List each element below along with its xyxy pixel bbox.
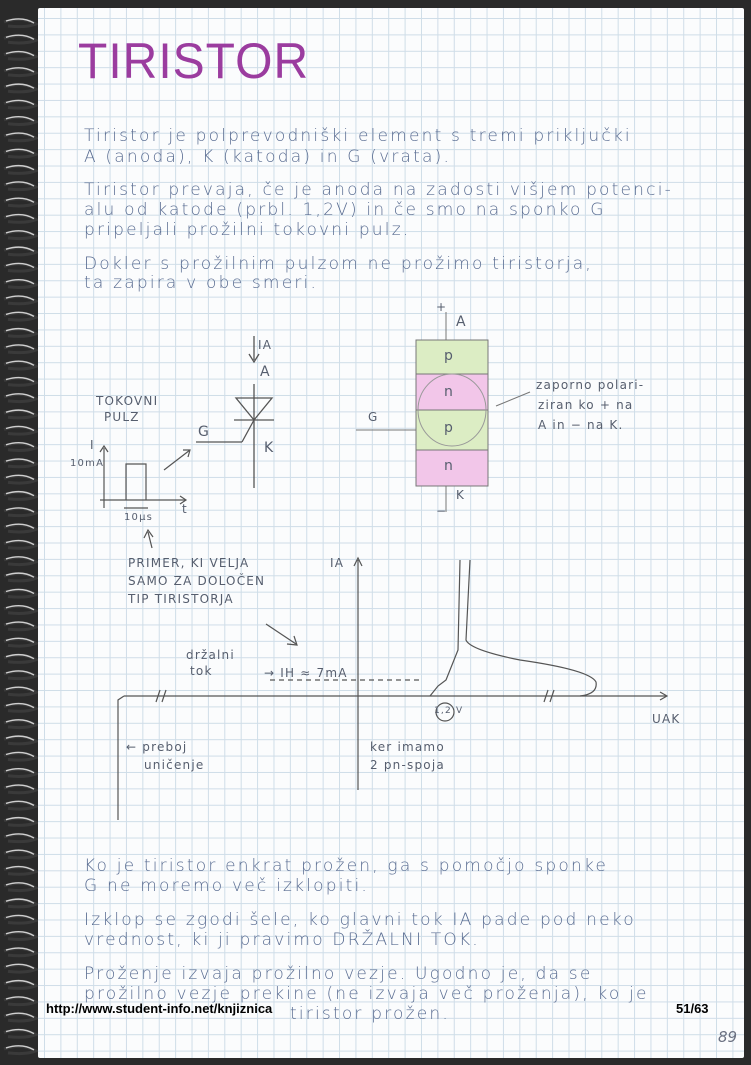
junction-note-1: ker imamo <box>370 740 445 754</box>
anode-label: A <box>260 364 271 380</box>
pulse-graph <box>100 446 190 548</box>
layer-p1: p <box>444 348 455 364</box>
cathode-label: K <box>264 440 275 456</box>
pulse-label-2: PULZ <box>104 410 140 424</box>
text-line: A (anoda), K (katoda) in G (vrata). <box>84 147 452 167</box>
page-title: TIRISTOR <box>78 33 310 90</box>
notebook-page-number: 89 <box>718 1028 738 1046</box>
footer-page-number: 51/63 <box>676 1001 709 1016</box>
layer-stack <box>356 312 530 512</box>
text-line: Tiristor je polprevodniški element s tremi priključki <box>84 126 632 146</box>
text-line: Dokler s prožilnim pulzom ne prožimo tiristorja, <box>84 254 594 274</box>
layer-gate-label: G <box>368 410 379 424</box>
minus-label: − <box>436 504 448 518</box>
footer-url-link[interactable]: http://www.student-info.net/knjiznica <box>46 1001 273 1016</box>
pulse-i-axis: I <box>90 438 95 452</box>
blocking-note-1: zaporno polari- <box>536 378 645 392</box>
layer-cathode-label: K <box>456 488 466 502</box>
text-line: G ne moremo več izklopiti. <box>84 876 370 896</box>
blocking-note-2: ziran ko + na <box>538 398 634 412</box>
example-note-1: PRIMER, KI VELJA <box>128 556 250 570</box>
threshold-voltage: 1,2 V <box>434 706 464 716</box>
pulse-label-1: TOKOVNI <box>96 394 159 408</box>
ia-symbol-label: IA <box>258 338 273 352</box>
breakdown-note-2: uničenje <box>144 758 205 772</box>
text-line: prožilno vezje prekine (ne izvaja več proženja), ko je <box>84 984 649 1004</box>
text-line: tiristor prožen. <box>290 1004 450 1024</box>
plus-label: + <box>436 300 448 314</box>
text-line: Ko je tiristor enkrat prožen, ga s pomočjo sponke <box>84 856 609 876</box>
text-line: Izklop se zgodi šele, ko glavni tok IA pade pod neko <box>84 910 636 930</box>
uak-axis-label: UAK <box>652 712 681 726</box>
holding-current-value: → IH ≈ 7mA <box>264 666 348 680</box>
text-line: alu od katode (prbl. 1,2V) in če smo na sponko G <box>84 200 606 220</box>
breakdown-note-1: ← preboj <box>126 740 188 754</box>
text-line: Proženje izvaja prožilno vezje. Ugodno je, da se <box>84 964 593 984</box>
graph-ia-label: IA <box>330 556 345 570</box>
gate-label: G <box>198 424 211 440</box>
pulse-t-axis: t <box>182 502 188 516</box>
text-line: vrednost, ki ji pravimo DRŽALNI TOK. <box>84 930 480 950</box>
holding-current-1: držalni <box>186 648 235 662</box>
example-note-2: SAMO ZA DOLOČEN <box>128 574 266 588</box>
layer-p2: p <box>444 420 455 436</box>
text-line: Tiristor prevaja, če je anoda na zadosti višjem potenci- <box>84 180 673 200</box>
text-line: pripeljali prožilni tokovni pulz. <box>84 220 411 240</box>
text-line: ta zapira v obe smeri. <box>84 273 319 293</box>
junction-note-2: 2 pn-spoja <box>370 758 445 772</box>
blocking-note-3: A in − na K. <box>538 418 624 432</box>
example-note-3: TIP TIRISTORJA <box>128 592 234 606</box>
layer-n2: n <box>444 458 455 474</box>
layer-n1: n <box>444 384 455 400</box>
thyristor-symbol <box>196 336 274 488</box>
layer-anode-label: A <box>456 314 467 330</box>
pulse-10ma: 10mA <box>70 458 105 469</box>
holding-current-2: tok <box>190 664 213 678</box>
pulse-10us: 10μs <box>124 512 154 523</box>
